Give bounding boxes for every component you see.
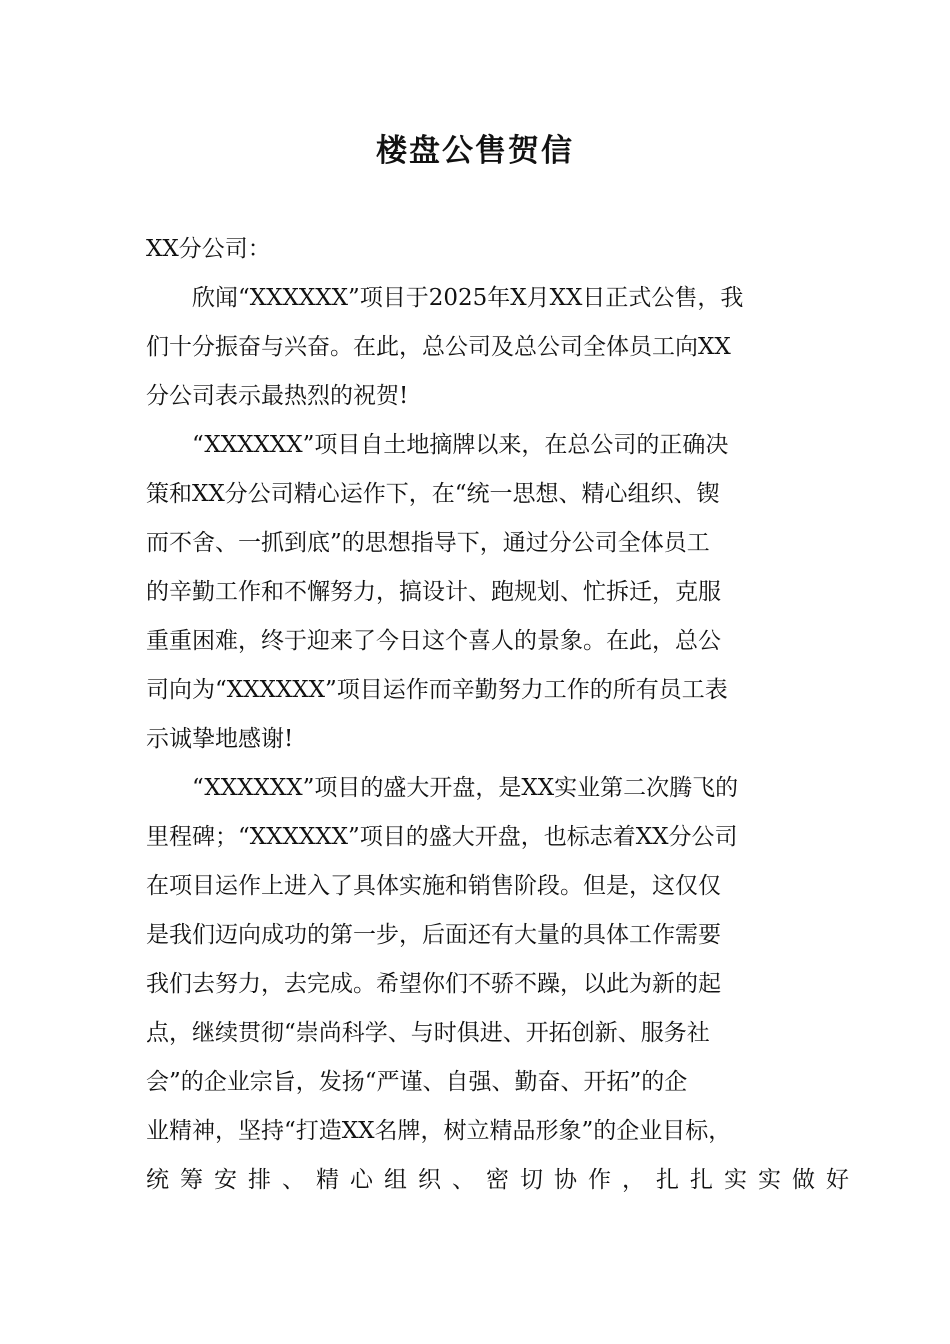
- document-title: 楼盘公售贺信: [376, 133, 574, 169]
- text-line: 们十分振奋与兴奋。在此，总公司及总公司全体员工向XX: [146, 334, 731, 360]
- text-line: 的辛勤工作和不懈努力，搞设计、跑规划、忙拆迁，克服: [146, 579, 721, 605]
- letter-body: [146, 225, 860, 1205]
- text-line: 统筹安排、精心组织、密切协作，扎扎实实做好: [146, 1167, 860, 1193]
- text-line: “XXXXXX”项目的盛大开盘，是XX实业第二次腾飞的: [146, 775, 739, 801]
- text-line: 里程碑；“XXXXXX”项目的盛大开盘，也标志着XX分公司: [146, 824, 738, 850]
- text-line: 点，继续贯彻“崇尚科学、与时俱进、开拓创新、服务社: [146, 1020, 710, 1046]
- text-line: 策和XX分公司精心运作下，在“统一思想、精心组织、锲: [146, 481, 720, 507]
- text-line: 会”的企业宗旨，发扬“严谨、自强、勤奋、开拓”的企: [146, 1069, 688, 1095]
- salutation: XX分公司：: [146, 236, 271, 262]
- text-line: 欣闻“XXXXXX”项目于2025年X月XX日正式公售，我: [146, 285, 744, 311]
- text-line: 分公司表示最热烈的祝贺!: [146, 383, 409, 409]
- text-line: 在项目运作上进入了具体实施和销售阶段。但是，这仅仅: [146, 873, 721, 899]
- text-line: 司向为“XXXXXX”项目运作而辛勤努力工作的所有员工表: [146, 677, 728, 703]
- text-line: 业精神，坚持“打造XX名牌，树立精品形象”的企业目标，: [146, 1118, 732, 1144]
- text-line: 重重困难，终于迎来了今日这个喜人的景象。在此，总公: [146, 628, 721, 654]
- text-line: “XXXXXX”项目自土地摘牌以来，在总公司的正确决: [146, 432, 729, 458]
- text-line: 示诚挚地感谢!: [146, 726, 294, 752]
- text-line: 而不舍、一抓到底”的思想指导下，通过分公司全体员工: [146, 530, 710, 556]
- text-line: 我们去努力，去完成。希望你们不骄不躁，以此为新的起: [146, 971, 721, 997]
- text-line: 是我们迈向成功的第一步，后面还有大量的具体工作需要: [146, 922, 721, 948]
